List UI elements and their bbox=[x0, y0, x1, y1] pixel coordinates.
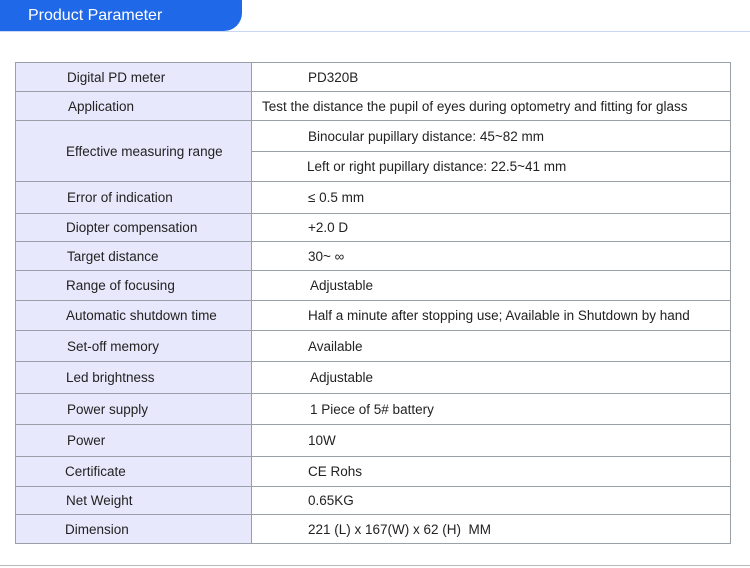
product-parameter-table bbox=[15, 62, 731, 544]
row-value: ≤ 0.5 mm bbox=[252, 182, 731, 214]
row-value: Test the distance the pupil of eyes during optometry and fitting for glass bbox=[252, 92, 731, 121]
row-label: Automatic shutdown time bbox=[16, 301, 252, 331]
row-value: PD320B bbox=[252, 63, 731, 92]
row-value: Left or right pupillary distance: 22.5~41 mm bbox=[252, 152, 731, 182]
row-label: Power supply bbox=[16, 394, 252, 425]
row-label: Power bbox=[16, 425, 252, 457]
row-label: Led brightness bbox=[16, 362, 252, 394]
row-value: 0.65KG bbox=[252, 487, 731, 515]
table-row bbox=[16, 394, 731, 425]
row-label: Target distance bbox=[16, 242, 252, 271]
table-row bbox=[16, 301, 731, 331]
table-row bbox=[16, 425, 731, 457]
row-label: Application bbox=[16, 92, 252, 121]
row-value: Half a minute after stopping use; Available in Shutdown by hand bbox=[252, 301, 731, 331]
table-row bbox=[16, 63, 731, 92]
row-value: +2.0 D bbox=[252, 214, 731, 242]
header-divider bbox=[0, 31, 750, 32]
table-row bbox=[16, 457, 731, 487]
row-value: Adjustable bbox=[252, 271, 731, 301]
row-label: Effective measuring range bbox=[16, 121, 252, 182]
row-value: Available bbox=[252, 331, 731, 362]
row-value: 30~ ∞ bbox=[252, 242, 731, 271]
row-value: CE Rohs bbox=[252, 457, 731, 487]
table-row bbox=[16, 121, 731, 152]
table-row bbox=[16, 242, 731, 271]
row-value: 1 Piece of 5# battery bbox=[252, 394, 731, 425]
row-label: Digital PD meter bbox=[16, 63, 252, 92]
table-row bbox=[16, 331, 731, 362]
table-row bbox=[16, 92, 731, 121]
footer-divider bbox=[0, 565, 750, 566]
row-label: Dimension bbox=[16, 515, 252, 544]
row-label: Net Weight bbox=[16, 487, 252, 515]
table-row bbox=[16, 515, 731, 544]
table-row bbox=[16, 271, 731, 301]
row-label: Error of indication bbox=[16, 182, 252, 214]
table-row bbox=[16, 182, 731, 214]
row-label: Certificate bbox=[16, 457, 252, 487]
row-label: Set-off memory bbox=[16, 331, 252, 362]
row-value: 221 (L) x 167(W) x 62 (H) MM bbox=[252, 515, 731, 544]
table-row bbox=[16, 214, 731, 242]
row-value: Adjustable bbox=[252, 362, 731, 394]
row-label: Range of focusing bbox=[16, 271, 252, 301]
row-value: 10W bbox=[252, 425, 731, 457]
section-header-tab bbox=[0, 0, 242, 31]
table-row bbox=[16, 487, 731, 515]
row-label: Diopter compensation bbox=[16, 214, 252, 242]
section-title: Product Parameter bbox=[28, 7, 163, 24]
table-row bbox=[16, 362, 731, 394]
row-value: Binocular pupillary distance: 45~82 mm bbox=[252, 121, 731, 152]
